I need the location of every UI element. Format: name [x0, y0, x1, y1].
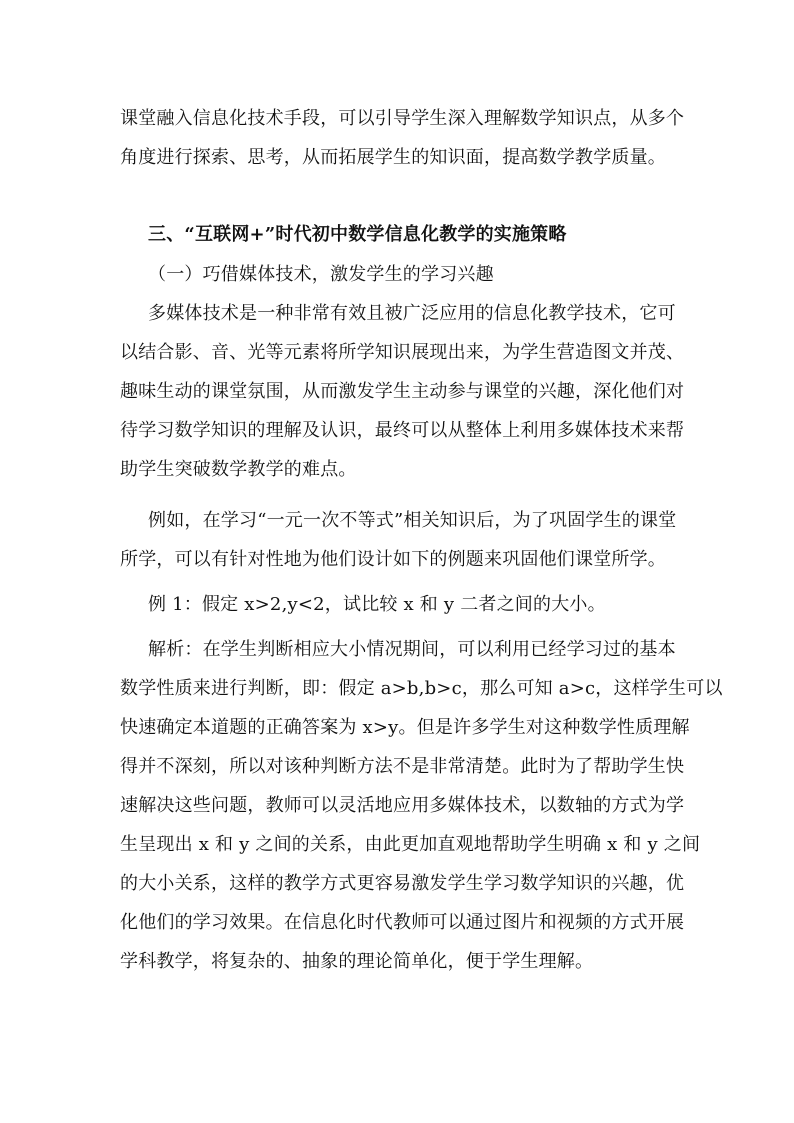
paragraph-line: 助学生突破数学教学的难点。	[120, 459, 357, 480]
paragraph-line: 数学性质来进行判断，即：假定 a>b,b>c，那么可知 a>c，这样学生可以	[120, 678, 723, 699]
subsection-heading: （一）巧借媒体技术，激发学生的学习兴趣	[148, 264, 494, 285]
paragraph-line: 趣味生动的课堂氛围，从而激发学生主动参与课堂的兴趣，深化他们对	[120, 381, 685, 402]
paragraph-line: 快速确定本道题的正确答案为 x>y。但是许多学生对这种数学性质理解	[120, 717, 690, 738]
paragraph-line: 生呈现出 x 和 y 之间的关系，由此更加直观地帮助学生明确 x 和 y 之间	[120, 834, 701, 855]
paragraph-line: 解析：在学生判断相应大小情况期间，可以利用已经学习过的基本	[148, 639, 676, 660]
document-page	[120, 0, 723, 1123]
paragraph-line: 课堂融入信息化技术手段，可以引导学生深入理解数学知识点，从多个	[120, 108, 685, 129]
paragraph-line: 例如，在学习“一元一次不等式”相关知识后，为了巩固学生的课堂	[148, 510, 677, 531]
example-line: 例 1：假定 x>2,y<2，试比较 x 和 y 二者之间的大小。	[148, 594, 606, 615]
paragraph-line: 多媒体技术是一种非常有效且被广泛应用的信息化教学技术，它可	[148, 303, 676, 324]
paragraph-line: 得并不深刻，所以对该种判断方法不是非常清楚。此时为了帮助学生快	[120, 756, 685, 777]
paragraph-line: 学科教学，将复杂的、抽象的理论简单化，便于学生理解。	[120, 951, 594, 972]
section-heading: 三、“互联网+”时代初中数学信息化教学的实施策略	[148, 224, 567, 245]
paragraph-line: 角度进行探索、思考，从而拓展学生的知识面，提高数学教学质量。	[120, 147, 666, 168]
paragraph-line: 速解决这些问题，教师可以灵活地应用多媒体技术，以数轴的方式为学	[120, 795, 685, 816]
paragraph-line: 化他们的学习效果。在信息化时代教师可以通过图片和视频的方式开展	[120, 912, 685, 933]
paragraph-line: 待学习数学知识的理解及认识，最终可以从整体上利用多媒体技术来帮	[120, 420, 685, 441]
paragraph-line: 以结合影、音、光等元素将所学知识展现出来，为学生营造图文并茂、	[120, 342, 685, 363]
paragraph-line: 的大小关系，这样的教学方式更容易激发学生学习数学知识的兴趣，优	[120, 873, 685, 894]
paragraph-line: 所学，可以有针对性地为他们设计如下的例题来巩固他们课堂所学。	[120, 549, 666, 570]
